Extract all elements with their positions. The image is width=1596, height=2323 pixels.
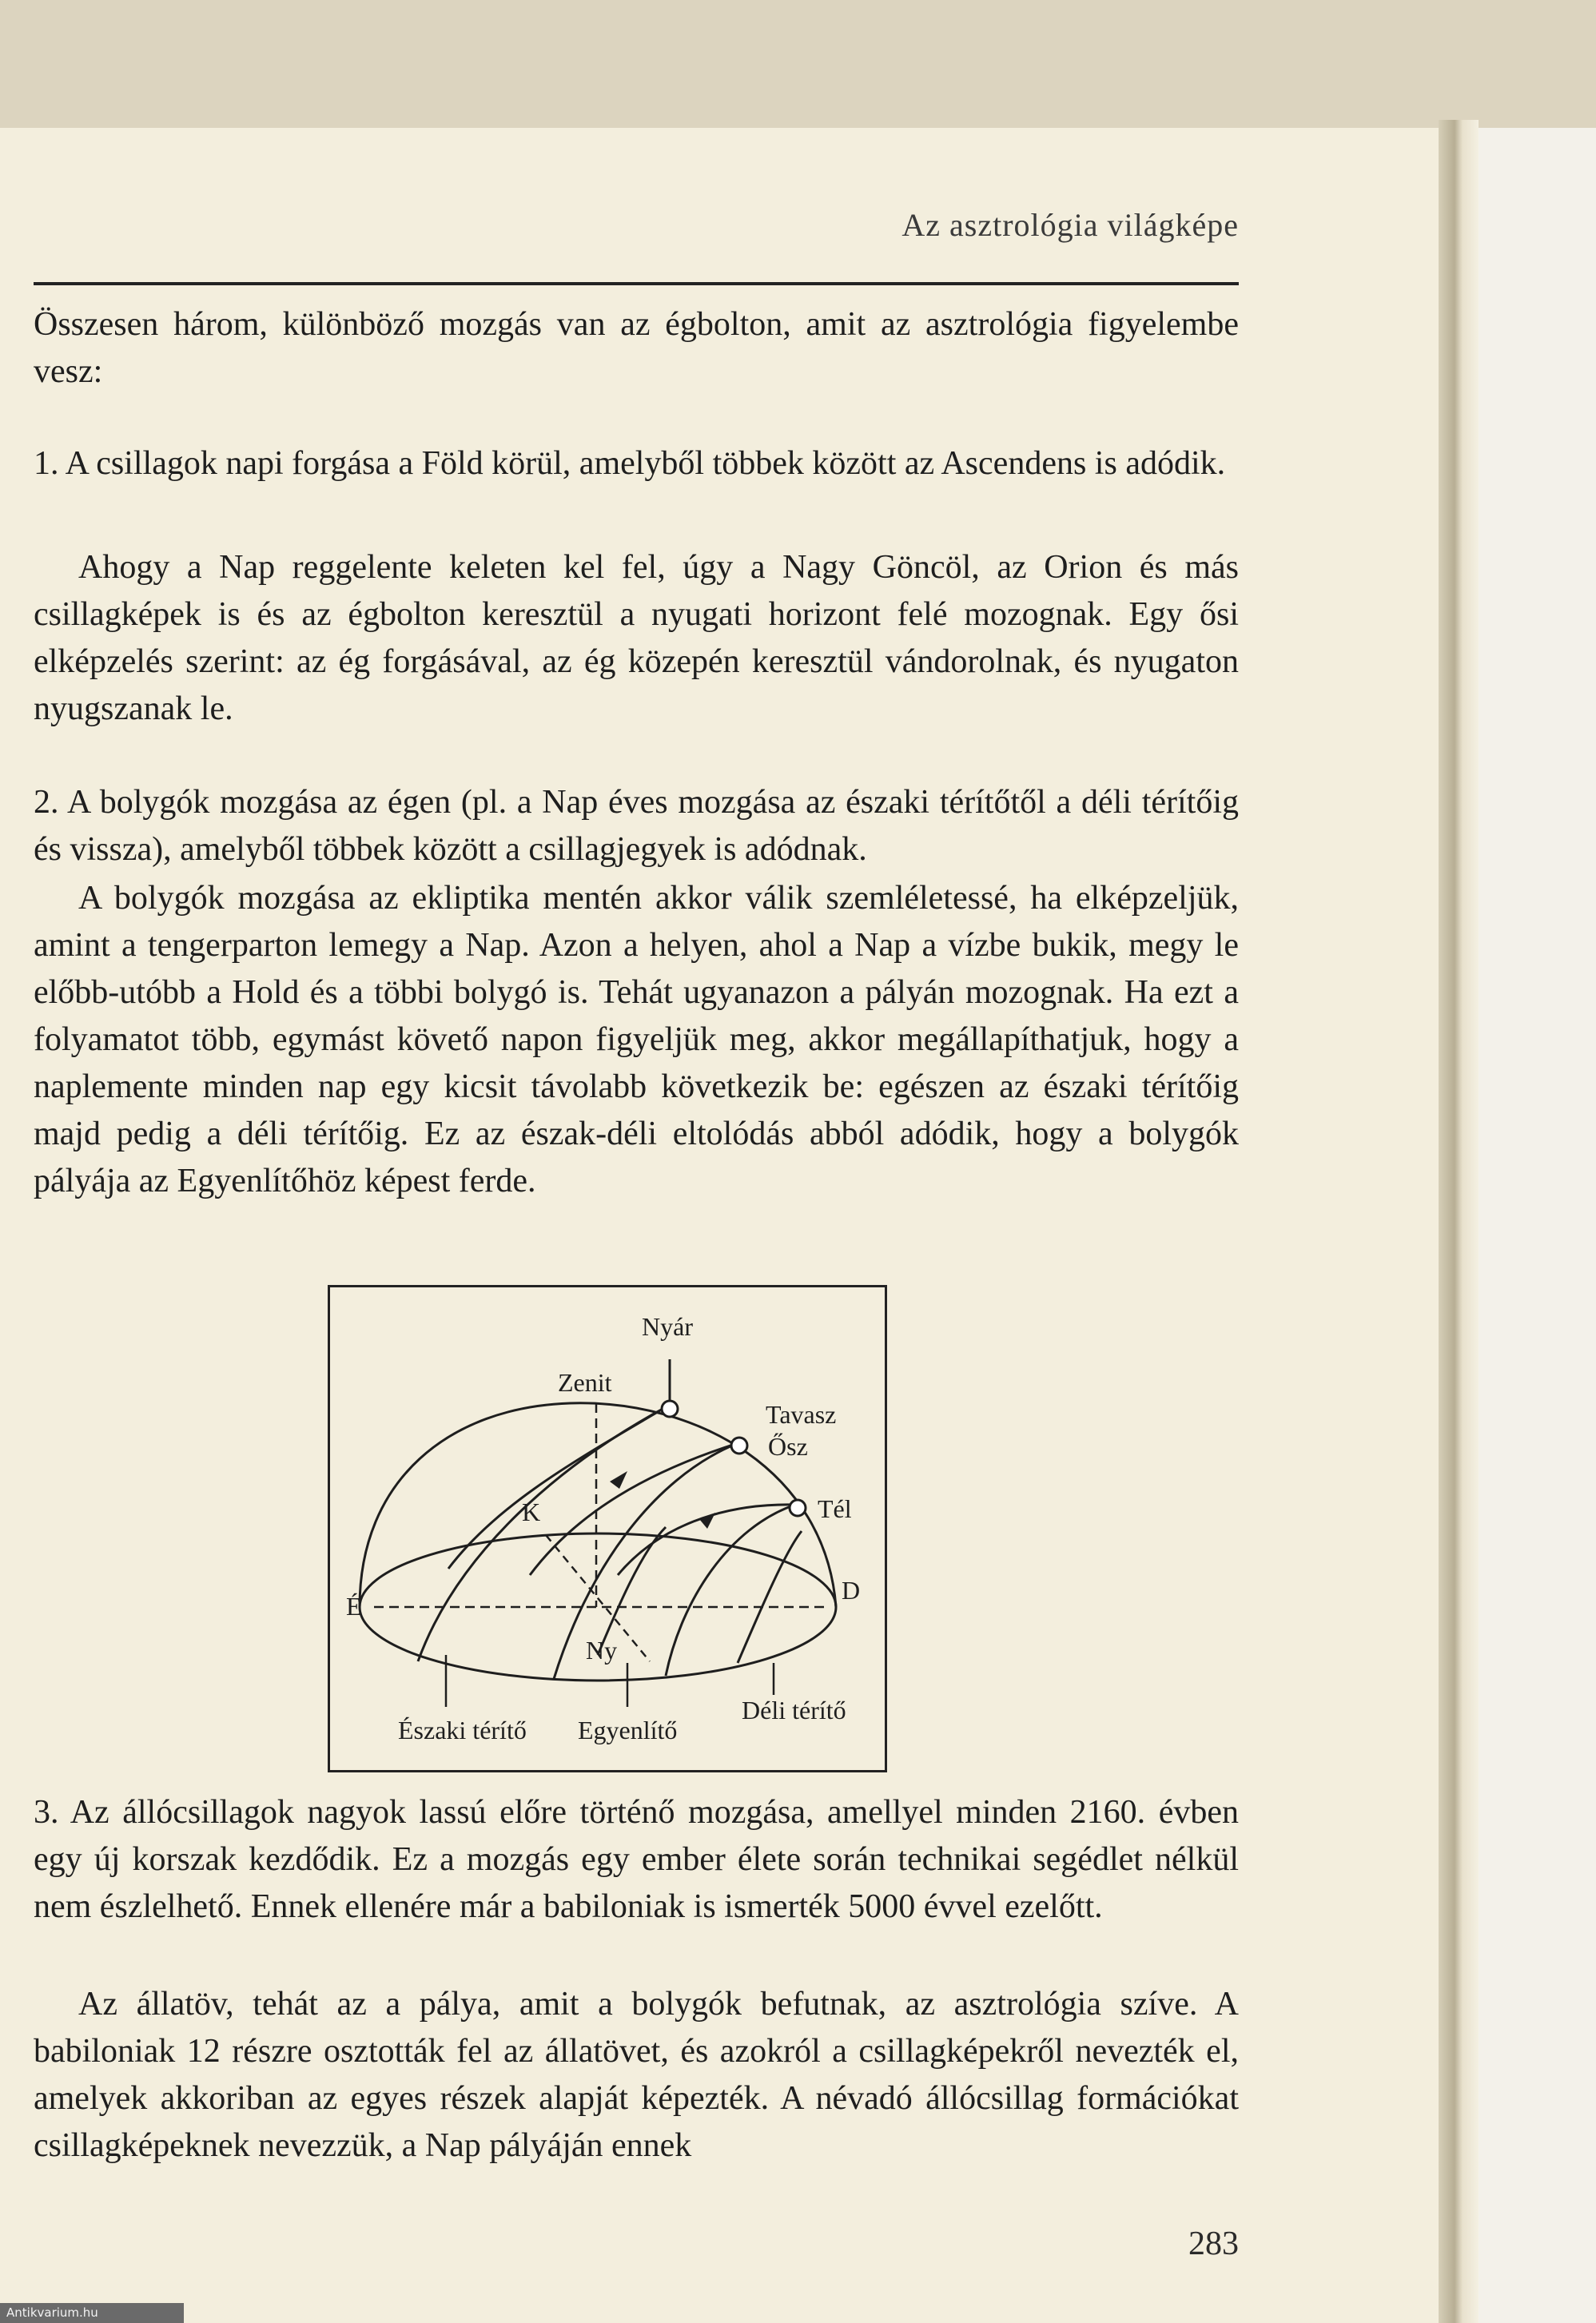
paragraph-item-2: 2. A bolygók mozgása az égen (pl. a Nap éves mozgása az északi térítőtől a déli térítőig és vissza), amelyből többek között a csillagjegyek is adódnak. — [34, 784, 1239, 868]
page-number: 283 — [1188, 2226, 1239, 2262]
next-page-edge — [1479, 128, 1596, 2323]
paragraph-intro: Összesen három, különböző mozgás van az égbolton, amit az asztrológia figyelembe vesz: — [34, 306, 1239, 390]
label-e: É — [346, 1592, 362, 1621]
celestial-sphere-figure — [328, 1285, 887, 1772]
arrow-upper — [610, 1471, 627, 1489]
label-egyenlito: Egyenlítő — [578, 1716, 678, 1744]
running-header: Az asztrológia világképe — [901, 207, 1239, 243]
watermark: Antikvarium.hu — [0, 2303, 184, 2323]
label-eszaki-terito: Északi térítő — [398, 1716, 527, 1744]
label-deli-terito: Déli térítő — [742, 1696, 846, 1724]
marker-nyar — [662, 1401, 678, 1417]
paragraph-item-2-detail: A bolygók mozgása az ekliptika mentén akkor válik szemléletessé, ha elképzeljük, amint a tengerparton lemegy a Nap. Azon a helyen, ahol a Nap a vízbe bukik, megy le előbb-utóbb a Hold és a többi bolygó is. Tehát ugyanazon a pályán mozognak. Ha ezt a folyamatot több, egymást követő napon figyeljük meg, akkor megállapíthatjuk, hogy a naplemente minden nap egy kicsit távolabb következik be: egészen az északi térítőig majd pedig a déli térítőig. Ez az észak-déli eltolódás abból adódik, hogy a bolygók pályája az Egyenlítőhöz képest ferde. — [34, 880, 1239, 1199]
label-osz: Ősz — [768, 1432, 808, 1461]
celestial-sphere-diagram — [330, 1287, 890, 1775]
path-tavasz-osz — [554, 1443, 738, 1679]
path-tel-upper — [618, 1505, 795, 1575]
label-d: D — [842, 1576, 861, 1605]
path-equinox-upper — [530, 1443, 738, 1575]
arrow-lower — [699, 1513, 715, 1529]
header-rule — [34, 282, 1239, 285]
path-tel — [666, 1505, 795, 1676]
paragraph-item-1-detail: Ahogy a Nap reggelente keleten kel fel, úgy a Nagy Göncöl, az Orion és más csillagképek is és az égbolton keresztül a nyugati horizont felé mozognak. Egy ősi elképzelés szerint: az ég forgásával, az ég közepén keresztül vándorolnak, és nyugaton nyugszanak le. — [34, 549, 1239, 727]
paragraph-item-3: 3. Az állócsillagok nagyok lassú előre történő mozgása, amellyel minden 2160. évben egy új korszak kezdődik. Ez a mozgás egy ember élete során technikai segédlet nélkül nem észlelhető. Ennek ellenére már a babiloniak is ismerték 5000 évvel ezelőtt. — [34, 1794, 1239, 1925]
label-tavasz: Tavasz — [766, 1400, 837, 1429]
label-tel: Tél — [818, 1494, 852, 1523]
marker-tel — [790, 1500, 806, 1516]
label-zenit: Zenit — [558, 1368, 612, 1397]
label-nyar: Nyár — [642, 1312, 693, 1341]
label-k: K — [522, 1498, 541, 1526]
page-gutter — [1439, 120, 1479, 2323]
paragraph-item-1: 1. A csillagok napi forgása a Föld körül, amelyből többek között az Ascendens is adódik. — [34, 445, 1226, 482]
paragraph-item-3-detail: Az állatöv, tehát az a pálya, amit a bolygók befutnak, az asztrológia szíve. A babiloniak 12 részre osztották fel az állatövet, és azokról a csillagképekről nevezték el, amelyek akkoriban az egyes részek alapját képezték. A névadó állócsillag formációkat csillagképeknek nevezzük, a Nap pályáján ennek — [34, 1986, 1239, 2164]
label-ny: Ny — [586, 1636, 618, 1665]
marker-tavasz-osz — [731, 1438, 747, 1454]
